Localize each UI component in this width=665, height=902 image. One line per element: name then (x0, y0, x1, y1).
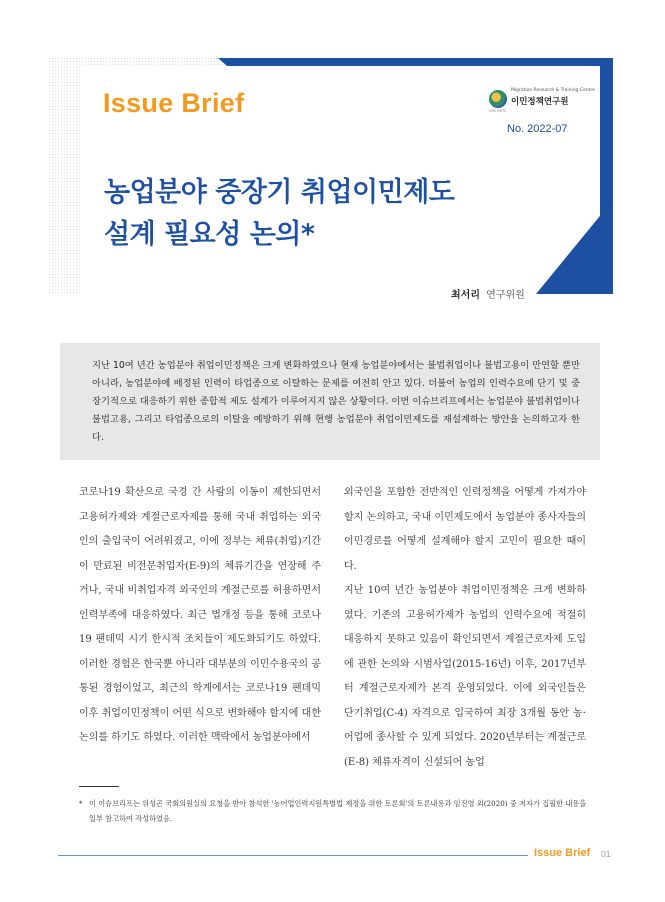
footer-brand: Issue Brief (534, 847, 591, 859)
left-column (79, 481, 321, 751)
right-paragraph-1: 외국인을 포함한 전반적인 인력정책을 어떻게 가져가야 할지 논의하고, 국내 이민제도에서 농업분야 종사자들의 이민경로를 어떻게 설계해야 할지 고민이 필요한 때이다. (344, 487, 586, 572)
right-column (344, 481, 586, 775)
brand-title: Issue Brief (103, 88, 245, 118)
logo-english-name: Migration Research & Training Centre (511, 88, 595, 93)
page-number: 01 (601, 849, 611, 859)
author-name: 최서리 (451, 290, 480, 301)
title-line-1: 농업분야 중장기 취업이민제도 (104, 177, 455, 208)
author-byline (451, 286, 525, 301)
right-paragraph-2: 지난 10여 년간 농업분야 취업이민정책은 크게 변화하였다. 기존의 고용허가제가 농업의 인력수요에 적절히 대응하지 못하고 있음이 확인되면서 계절근로자제 도입에 관한 논의와 시범사업(2015-16년) 이후, 2017년부터 계절근로자제가 본격 운영되었다. 이에 외국인들은 단기취업(C-4) 자격으로 입국하여 최장 3개월 동안 농·어업에 종사할 수 있게 되었다. 2020년부터는 계절근로(E-8) 체류자격이 신설되어 농업 (344, 585, 586, 768)
footnote-marker: * (79, 799, 83, 808)
logo-korean-name: 이민정책연구원 (511, 97, 569, 107)
abstract-box (60, 343, 600, 460)
footnote (79, 797, 595, 826)
globe-logo-icon (489, 90, 507, 108)
footnote-text: 이 이슈브리프는 위성곤 국회의원실의 요청을 받아 참석한 '농어업인력지원특별법 제정을 위한 토론회'의 토론내용과 임진영 외(2020) 중 저자가 집필한 내용을 일부 참고하여 작성하였음. (89, 799, 587, 823)
title-line-2: 설계 필요성 논의* (104, 219, 315, 250)
author-role: 연구위원 (486, 290, 525, 301)
org-logo (489, 86, 599, 114)
footer-rule (58, 855, 528, 856)
logo-abbr: IOM MRTC (489, 109, 507, 113)
left-paragraph: 코로나19 확산으로 국경 간 사람의 이동이 제한되면서 고용허가제와 계절근로자제를 통해 국내 취업하는 외국인의 출입국이 어려워졌고, 이에 정부는 체류(취업)기간이 만료된 비전문취업자(E-9)의 체류기간을 연장해 주거나, 국내 비취업자격 외국인의 계절근로를 허용하면서 인력부족에 대응하였다. 최근 법개정 등을 통해 코로나19 팬데믹 시기 한시적 조치들이 제도화되기도 하였다. 이러한 경험은 한국뿐 아니라 대부분의 이민수용국의 공통된 경험이었고, 최근의 학계에서는 코로나19 팬데믹 이후 취업이민정책이 어떤 식으로 변화해야 할지에 대한 논의를 하기도 하였다. 이러한 맥락에서 농업분야에서 (79, 487, 321, 743)
issue-number: No. 2022-07 (507, 123, 568, 135)
abstract-text: 지난 10여 년간 농업분야 취업이민정책은 크게 변화하였으나 현재 농업분야에서는 불법취업이나 불법고용이 만연할 뿐만 아니라, 농업분야에 배정된 인력이 타업종으로 이탈하는 문제를 여전히 안고 있다. 더불어 농업의 인력수요에 단기 및 중장기적으로 대응하기 위한 종합적 제도 설계가 이루어지지 않은 상황이다. 이번 이슈브리프에서는 농업분야 불법취업이나 불법고용, 그리고 타업종으로의 이탈을 예방하기 위해 현행 농업분야 취업이민제도를 재설계하는 방안을 논의하고자 한다. (92, 360, 580, 443)
footnote-divider (79, 786, 119, 787)
page-title (104, 172, 454, 256)
